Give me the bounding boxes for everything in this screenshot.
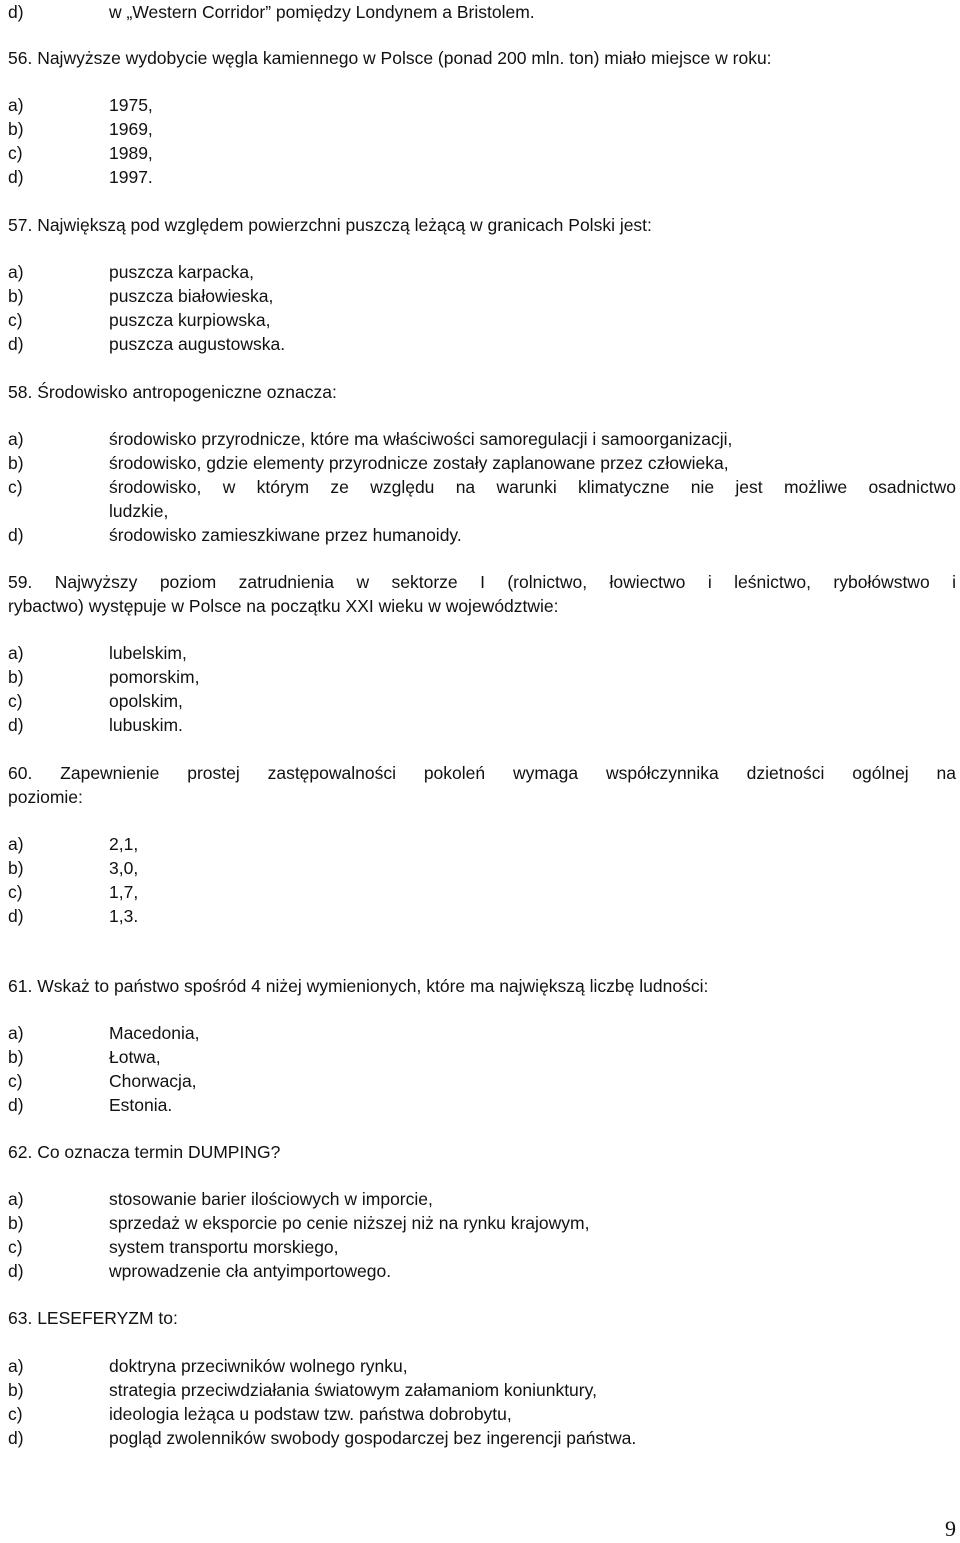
option-text: 1975, [109, 95, 153, 115]
question-61: 61. Wskaż to państwo spośród 4 niżej wymienionych, które ma największą liczbę ludności: [8, 976, 709, 996]
question-59: 59. Najwyższy poziom zatrudnienia w sektorze I (rolnictwo, łowiectwo i leśnictwo, rybołówstwo i [8, 572, 956, 592]
option-marker: d) [8, 1428, 24, 1448]
option-text: puszcza karpacka, [109, 262, 254, 282]
option-text: puszcza augustowska. [109, 334, 286, 354]
option-text: pomorskim, [109, 667, 200, 687]
option-text: stosowanie barier ilościowych w imporcie, [109, 1189, 433, 1209]
option-marker: a) [8, 262, 24, 282]
option-marker: c) [8, 691, 23, 711]
option-text: 1997. [109, 167, 153, 187]
option-marker: a) [8, 1356, 24, 1376]
question-60: 60. Zapewnienie prostej zastępowalności pokoleń wymaga współczynnika dzietności ogólnej na [8, 763, 956, 783]
page-number: 9 [945, 1516, 956, 1541]
option-marker: c) [8, 310, 23, 330]
option-text-continued: ludzkie, [109, 501, 169, 521]
option-text: opolskim, [109, 691, 183, 711]
option-text: system transportu morskiego, [109, 1237, 339, 1257]
option-marker: d) [8, 334, 24, 354]
option-text: 1989, [109, 143, 153, 163]
option-marker: c) [8, 143, 23, 163]
option-text: lubelskim, [109, 643, 187, 663]
question-56: 56. Najwyższe wydobycie węgla kamiennego w Polsce (ponad 200 mln. ton) miało miejsce w roku: [8, 48, 772, 68]
option-text: lubuskim. [109, 715, 183, 735]
option-marker: b) [8, 667, 24, 687]
option-text: środowisko zamieszkiwane przez humanoidy. [109, 525, 462, 545]
option-marker: d) [8, 2, 24, 22]
option-text: strategia przeciwdziałania światowym załamaniom koniunktury, [109, 1380, 597, 1400]
option-marker: a) [8, 1189, 24, 1209]
option-text: wprowadzenie cła antyimportowego. [109, 1261, 392, 1281]
question-60-continued: poziomie: [8, 787, 83, 807]
option-marker: a) [8, 643, 24, 663]
option-marker: c) [8, 1237, 23, 1257]
option-marker: a) [8, 95, 24, 115]
question-62: 62. Co oznacza termin DUMPING? [8, 1142, 281, 1162]
option-text: 2,1, [109, 834, 139, 854]
option-text: doktryna przeciwników wolnego rynku, [109, 1356, 408, 1376]
option-text: 1,3. [109, 906, 139, 926]
option-text: 1,7, [109, 882, 139, 902]
option-marker: b) [8, 453, 24, 473]
option-text: Łotwa, [109, 1047, 161, 1067]
option-text: 1969, [109, 119, 153, 139]
question-57: 57. Największą pod względem powierzchni puszczą leżącą w granicach Polski jest: [8, 215, 652, 235]
option-text: Chorwacja, [109, 1071, 197, 1091]
option-text: sprzedaż w eksporcie po cenie niższej niż na rynku krajowym, [109, 1213, 590, 1233]
option-marker: b) [8, 1213, 24, 1233]
option-marker: b) [8, 119, 24, 139]
option-marker: c) [8, 1404, 23, 1424]
option-text: w „Western Corridor” pomiędzy Londynem a Bristolem. [109, 2, 535, 22]
option-marker: d) [8, 1095, 24, 1115]
question-58: 58. Środowisko antropogeniczne oznacza: [8, 382, 337, 402]
question-63: 63. LESEFERYZM to: [8, 1308, 178, 1328]
option-text: pogląd zwolenników swobody gospodarczej bez ingerencji państwa. [109, 1428, 637, 1448]
option-marker: d) [8, 167, 24, 187]
option-marker: b) [8, 286, 24, 306]
option-text: Estonia. [109, 1095, 173, 1115]
option-marker: a) [8, 1023, 24, 1043]
option-marker: c) [8, 882, 23, 902]
option-marker: b) [8, 1380, 24, 1400]
option-marker: b) [8, 1047, 24, 1067]
option-text: środowisko przyrodnicze, które ma właściwości samoregulacji i samoorganizacji, [109, 429, 733, 449]
question-59-continued: rybactwo) występuje w Polsce na początku XXI wieku w województwie: [8, 596, 559, 616]
option-text: środowisko, w którym ze względu na warunki klimatyczne nie jest możliwe osadnictwo [109, 477, 956, 497]
option-text: środowisko, gdzie elementy przyrodnicze zostały zaplanowane przez człowieka, [109, 453, 729, 473]
option-text: puszcza kurpiowska, [109, 310, 271, 330]
option-marker: d) [8, 906, 24, 926]
option-text: 3,0, [109, 858, 139, 878]
option-marker: b) [8, 858, 24, 878]
option-marker: a) [8, 834, 24, 854]
option-text: Macedonia, [109, 1023, 200, 1043]
option-marker: d) [8, 1261, 24, 1281]
option-marker: d) [8, 525, 24, 545]
option-text: ideologia leżąca u podstaw tzw. państwa dobrobytu, [109, 1404, 512, 1424]
option-marker: d) [8, 715, 24, 735]
option-text: puszcza białowieska, [109, 286, 274, 306]
option-marker: c) [8, 1071, 23, 1091]
option-marker: c) [8, 477, 23, 497]
option-marker: a) [8, 429, 24, 449]
